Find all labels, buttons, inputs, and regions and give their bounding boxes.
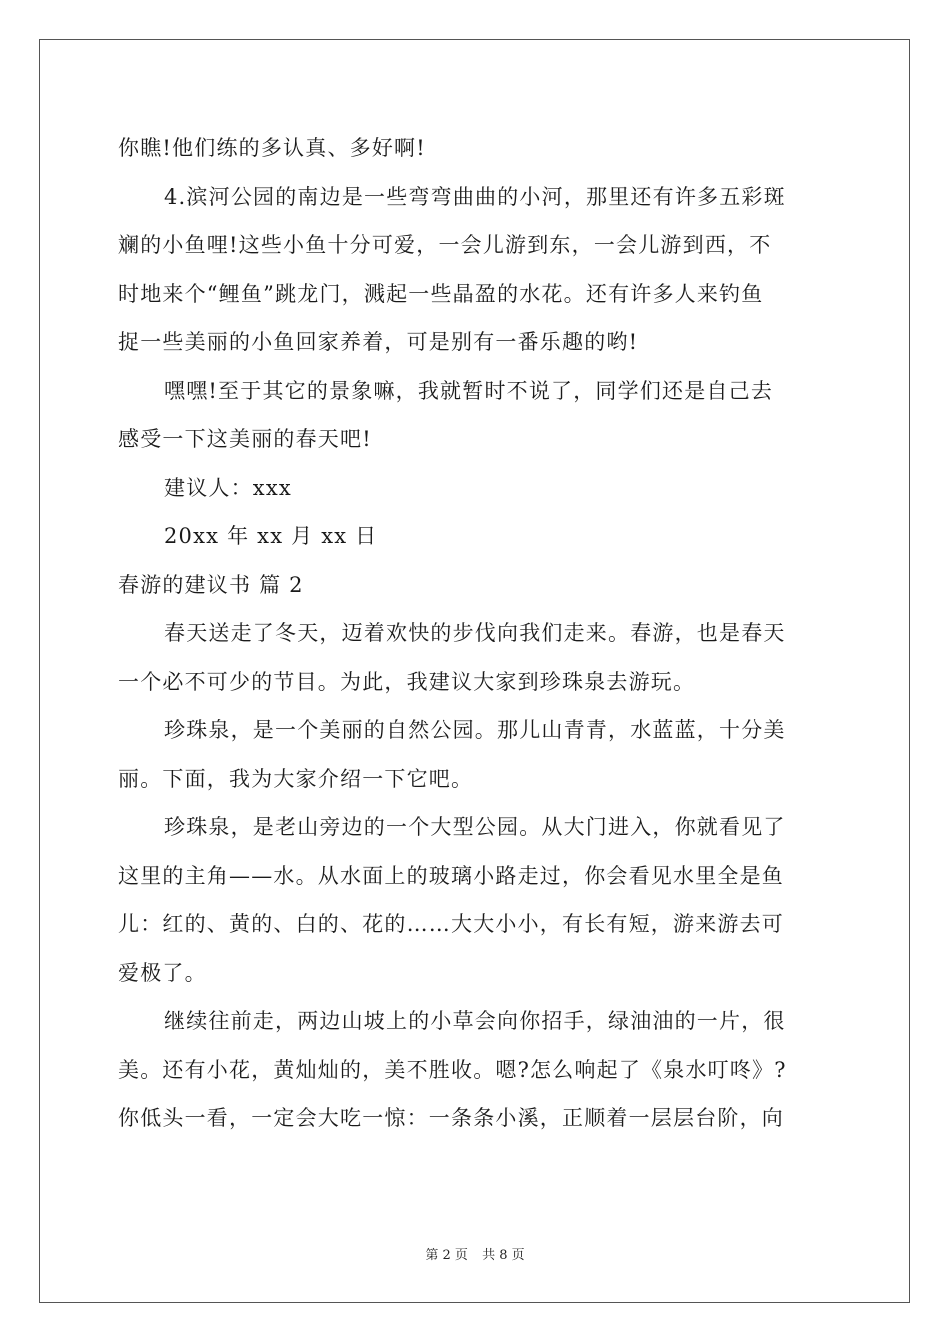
page-footer — [0, 1244, 950, 1263]
paragraph — [118, 464, 836, 513]
paragraph — [118, 173, 836, 367]
paragraph — [118, 367, 836, 464]
document-body — [118, 124, 836, 1143]
paragraph — [118, 803, 836, 997]
text-line: 美。还有小花，黄灿灿的，美不胜收。嗯?怎么响起了《泉水叮咚》? — [118, 1057, 787, 1082]
heading-text: 春游的建议书 篇 2 — [118, 572, 304, 597]
text-line: 爱极了。 — [118, 960, 207, 985]
text-line: 捉一些美丽的小鱼回家养着，可是别有一番乐趣的哟! — [118, 330, 639, 354]
text-line: 珍珠泉，是一个美丽的自然公园。那儿山青青，水蓝蓝，十分美 — [164, 718, 786, 742]
text-line: 你瞧!他们练的多认真、多好啊! — [118, 136, 426, 160]
text-line: 20xx 年 xx 月 xx 日 — [164, 524, 378, 548]
text-line: 春天送走了冬天，迈着欢快的步伐向我们走来。春游，也是春天 — [164, 621, 786, 645]
text-line: 建议人：xxx — [164, 475, 292, 500]
text-line: 时地来个“鲤鱼”跳龙门，溅起一些晶盈的水花。还有许多人来钓鱼 — [118, 281, 764, 306]
text-line: 4.滨河公园的南边是一些弯弯曲曲的小河，那里还有许多五彩斑 — [164, 184, 786, 209]
text-line: 儿：红的、黄的、白的、花的……大大小小，有长有短，游来游去可 — [118, 912, 784, 936]
paragraph — [118, 609, 836, 706]
paragraph — [118, 997, 836, 1143]
text-line: 感受一下这美丽的春天吧! — [118, 427, 372, 451]
page-number: 第 2 页 — [425, 1248, 468, 1263]
paragraph — [118, 512, 836, 561]
text-line: 斓的小鱼哩!这些小鱼十分可爱，一会儿游到东，一会儿游到西，不 — [118, 233, 772, 257]
text-line: 一个必不可少的节目。为此，我建议大家到珍珠泉去游玩。 — [118, 669, 696, 694]
text-line: 珍珠泉，是老山旁边的一个大型公园。从大门进入，你就看见了 — [164, 815, 786, 839]
text-line: 丽。下面，我为大家介绍一下它吧。 — [118, 766, 474, 791]
page-total: 共 8 页 — [482, 1248, 525, 1263]
text-line: 继续往前走，两边山坡上的小草会向你招手，绿油油的一片，很 — [164, 1009, 786, 1033]
text-line: 嘿嘿!至于其它的景象嘛，我就暂时不说了，同学们还是自己去 — [164, 378, 774, 403]
text-line: 这里的主角——水。从水面上的玻璃小路走过，你会看见水里全是鱼 — [118, 863, 784, 888]
paragraph — [118, 124, 836, 173]
section-heading — [118, 561, 836, 610]
text-line: 你低头一看，一定会大吃一惊：一条条小溪，正顺着一层层台阶，向 — [118, 1106, 784, 1130]
paragraph — [118, 706, 836, 803]
